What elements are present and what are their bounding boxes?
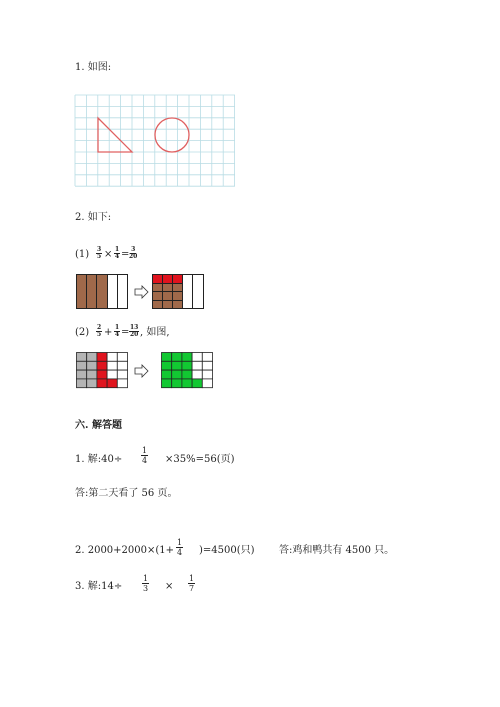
grid-cell	[77, 353, 87, 362]
part2-right-block	[161, 352, 213, 388]
grid-cell	[192, 370, 202, 379]
grid-cell	[117, 370, 127, 379]
a2-prefix: 2. 2000+2000×(1+	[75, 545, 175, 556]
q1-label: 1. 如图:	[75, 62, 112, 73]
arrow-right-icon	[135, 286, 149, 298]
grid-cell	[97, 353, 107, 362]
part1-op: ×	[104, 249, 113, 260]
part2-eq: =	[121, 327, 130, 338]
brown-column	[87, 275, 97, 308]
brown-row	[153, 301, 182, 309]
grid-cell	[192, 379, 202, 388]
grid-cell	[77, 361, 87, 370]
a3-fraction-2: $\frac{1}{7}$	[189, 574, 195, 593]
grid-cell	[117, 379, 127, 388]
shaded-area	[153, 275, 183, 308]
grid-cell	[87, 353, 97, 362]
grid-cell	[182, 370, 192, 379]
a1-answer: 答:第二天看了 56 页。	[75, 488, 178, 499]
red-row	[153, 275, 182, 284]
grid-cell	[172, 379, 182, 388]
grid-cell	[162, 361, 172, 370]
a1-prefix: 1. 解:40÷	[75, 454, 123, 465]
grid-cell	[192, 361, 202, 370]
grid-cell	[107, 370, 117, 379]
part2-left-block	[76, 352, 128, 388]
grid-cell	[192, 353, 202, 362]
part2-frac-b: $\frac{1}{4}$	[115, 324, 120, 338]
a1-fraction: $\frac{1}{4}$	[142, 446, 148, 465]
part2-prefix: (2)	[75, 327, 90, 338]
grid-cell	[117, 361, 127, 370]
grid-cell	[182, 361, 192, 370]
a3-fraction-1: $\frac{1}{3}$	[143, 574, 149, 593]
arrow-right-icon	[135, 365, 149, 377]
grid-cell	[87, 361, 97, 370]
circle-shape	[155, 118, 189, 152]
grid-cell	[97, 370, 107, 379]
part1-right-block	[152, 274, 204, 309]
grid-cell	[87, 379, 97, 388]
part2-op: +	[104, 327, 113, 338]
grid-cell	[107, 361, 117, 370]
grid-cell	[172, 353, 182, 362]
a2-answer: 答:鸡和鸭共有 4500 只。	[279, 545, 395, 556]
grid-cell	[182, 353, 192, 362]
a2-fraction: $\frac{1}{4}$	[177, 538, 183, 557]
part1-frac-result: $\frac{3}{20}$	[129, 246, 138, 260]
grid-cell	[172, 361, 182, 370]
triangle-shape	[98, 118, 132, 152]
grid-cell	[202, 370, 212, 379]
grid-cell	[202, 379, 212, 388]
part1-frac-a: $\frac{3}{5}$	[97, 246, 102, 260]
part1-eq: =	[121, 249, 130, 260]
grid-cell	[172, 370, 182, 379]
part2-frac-result: $\frac{13}{20}$	[130, 324, 139, 338]
grid-cell	[77, 379, 87, 388]
grid-cell	[77, 370, 87, 379]
brown-column	[77, 275, 87, 308]
part2-suffix: , 如图,	[140, 327, 170, 338]
a2-suffix: )=4500(只)	[199, 545, 255, 556]
grid-cell	[107, 379, 117, 388]
grid-cell	[202, 361, 212, 370]
a3-op: ×	[165, 581, 174, 592]
section-title: 六. 解答题	[75, 420, 122, 431]
part2-frac-a: $\frac{2}{5}$	[97, 324, 102, 338]
grid-cell	[162, 379, 172, 388]
brown-column	[97, 275, 107, 308]
part1-frac-b: $\frac{1}{4}$	[115, 246, 120, 260]
brown-row	[153, 292, 182, 301]
grid-cell	[162, 353, 172, 362]
brown-row	[153, 284, 182, 293]
q2-label: 2. 如下:	[75, 212, 112, 223]
grid-cell	[182, 379, 192, 388]
grid-cell	[202, 353, 212, 362]
white-column	[118, 275, 127, 308]
grid-cell	[107, 353, 117, 362]
grid-figure	[75, 95, 235, 187]
grid-cell	[97, 361, 107, 370]
grid-cell	[117, 353, 127, 362]
part1-prefix: (1)	[75, 249, 90, 260]
grid-cell	[162, 370, 172, 379]
white-column	[108, 275, 118, 308]
grid-cell	[87, 370, 97, 379]
a3-prefix: 3. 解:14÷	[75, 581, 123, 592]
a1-suffix: ×35%=56(页)	[165, 454, 235, 465]
part1-left-block	[76, 274, 128, 309]
grid-cell	[97, 379, 107, 388]
